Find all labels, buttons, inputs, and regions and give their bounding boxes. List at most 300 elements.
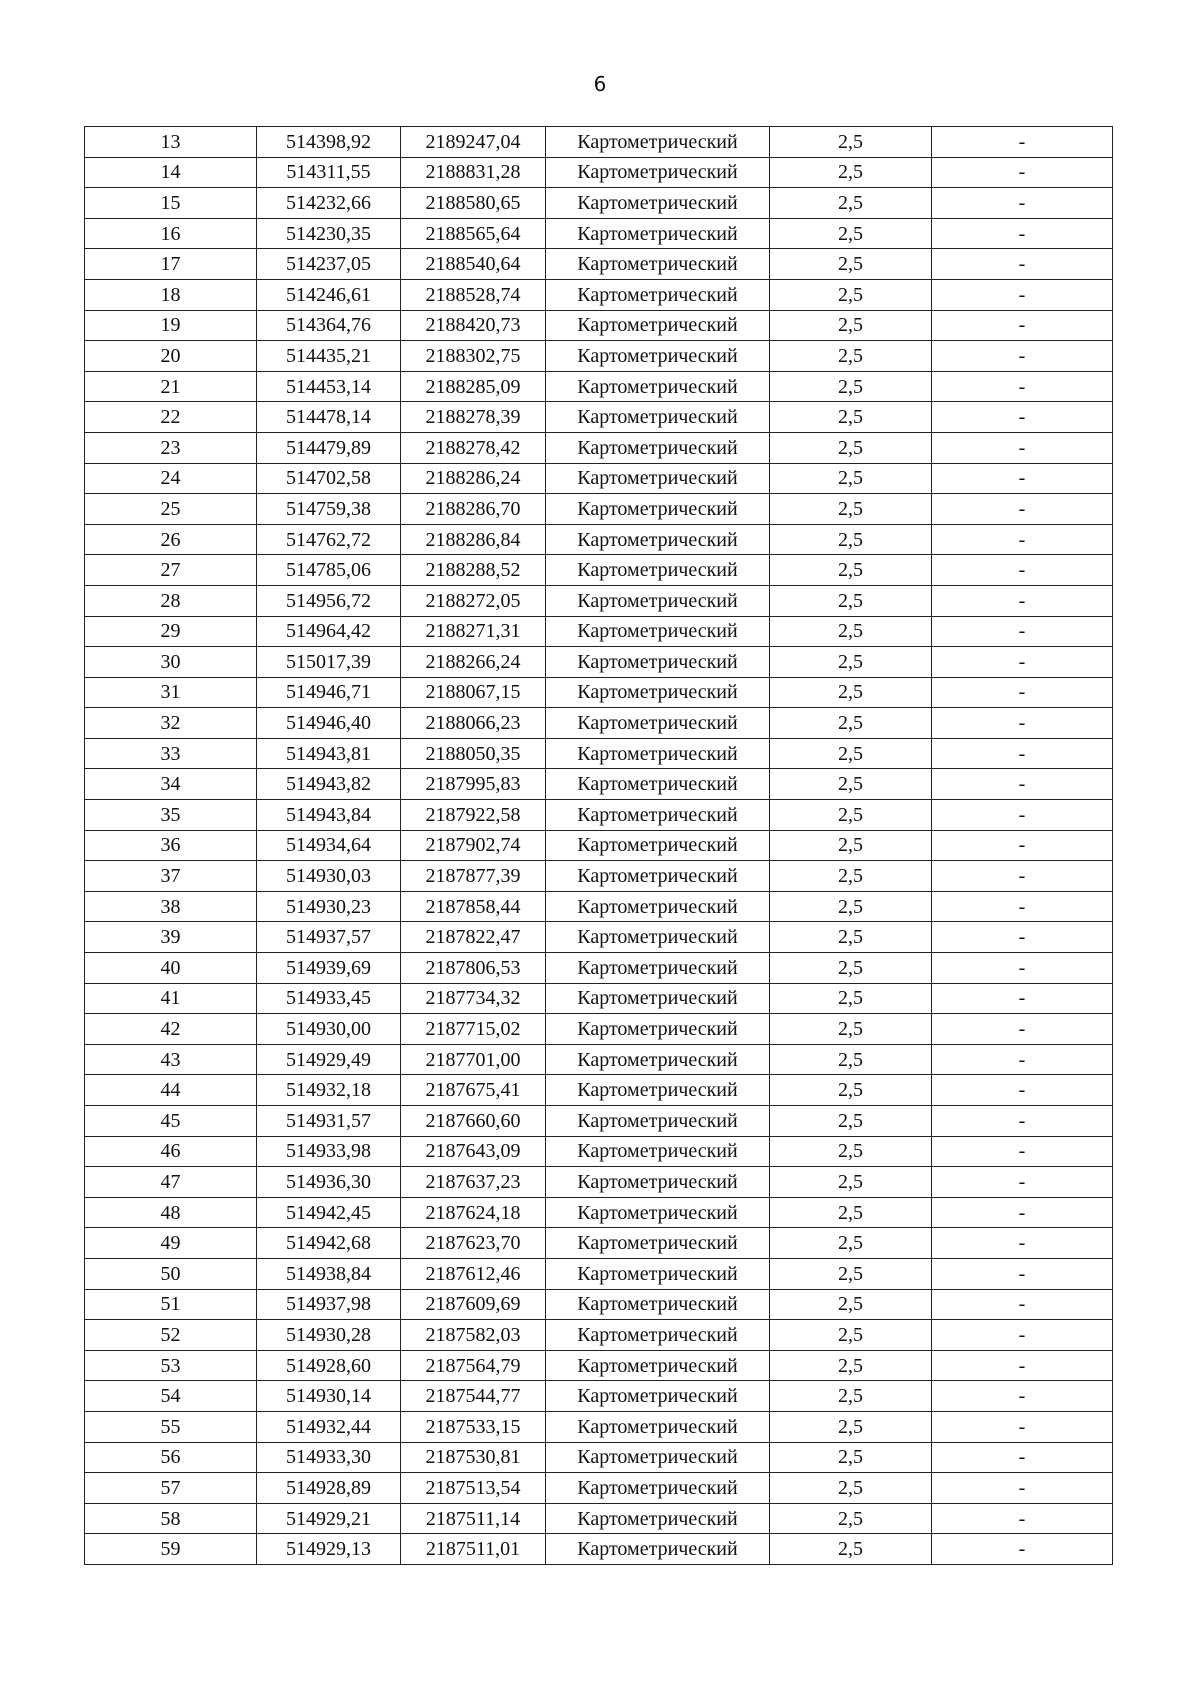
point-number-cell: 40 (85, 953, 257, 984)
precision-cell: 2,5 (770, 830, 932, 861)
point-number-cell: 35 (85, 800, 257, 831)
coordinate-x-cell: 514759,38 (257, 494, 401, 525)
coordinate-x-cell: 514943,82 (257, 769, 401, 800)
coordinate-y-cell: 2187530,81 (401, 1442, 546, 1473)
coordinate-x-cell: 514311,55 (257, 157, 401, 188)
coordinate-y-cell: 2188288,52 (401, 555, 546, 586)
coordinate-x-cell: 514364,76 (257, 310, 401, 341)
method-cell: Картометрический (546, 1136, 770, 1167)
table-row (85, 1289, 1113, 1320)
coordinate-x-cell: 514943,84 (257, 800, 401, 831)
coordinate-x-cell: 514946,40 (257, 708, 401, 739)
description-cell: - (932, 1534, 1113, 1565)
coordinate-x-cell: 514931,57 (257, 1106, 401, 1137)
coordinate-y-cell: 2187623,70 (401, 1228, 546, 1259)
precision-cell: 2,5 (770, 861, 932, 892)
coordinate-x-cell: 514930,14 (257, 1381, 401, 1412)
coordinate-y-cell: 2188286,70 (401, 494, 546, 525)
table-row (85, 524, 1113, 555)
coordinate-y-cell: 2187624,18 (401, 1197, 546, 1228)
table-row (85, 188, 1113, 219)
point-number-cell: 45 (85, 1106, 257, 1137)
method-cell: Картометрический (546, 341, 770, 372)
precision-cell: 2,5 (770, 1136, 932, 1167)
table-row (85, 1473, 1113, 1504)
point-number-cell: 37 (85, 861, 257, 892)
precision-cell: 2,5 (770, 1381, 932, 1412)
description-cell: - (932, 218, 1113, 249)
description-cell: - (932, 1014, 1113, 1045)
coordinate-x-cell: 514943,81 (257, 738, 401, 769)
table-row (85, 861, 1113, 892)
coordinates-table (84, 126, 1113, 1565)
coordinate-x-cell: 514928,60 (257, 1350, 401, 1381)
precision-cell: 2,5 (770, 1350, 932, 1381)
description-cell: - (932, 1320, 1113, 1351)
precision-cell: 2,5 (770, 371, 932, 402)
table-row (85, 1075, 1113, 1106)
description-cell: - (932, 463, 1113, 494)
point-number-cell: 42 (85, 1014, 257, 1045)
precision-cell: 2,5 (770, 249, 932, 280)
table-row (85, 1044, 1113, 1075)
coordinate-y-cell: 2187715,02 (401, 1014, 546, 1045)
table-row (85, 1320, 1113, 1351)
description-cell: - (932, 677, 1113, 708)
point-number-cell: 29 (85, 616, 257, 647)
table-row (85, 1381, 1113, 1412)
table-row (85, 341, 1113, 372)
description-cell: - (932, 1350, 1113, 1381)
coordinate-y-cell: 2189247,04 (401, 127, 546, 158)
coordinate-y-cell: 2188285,09 (401, 371, 546, 402)
method-cell: Картометрический (546, 1228, 770, 1259)
point-number-cell: 26 (85, 524, 257, 555)
method-cell: Картометрический (546, 953, 770, 984)
coordinate-x-cell: 514933,30 (257, 1442, 401, 1473)
method-cell: Картометрический (546, 1534, 770, 1565)
coordinate-y-cell: 2187582,03 (401, 1320, 546, 1351)
precision-cell: 2,5 (770, 1167, 932, 1198)
coordinate-y-cell: 2187544,77 (401, 1381, 546, 1412)
method-cell: Картометрический (546, 310, 770, 341)
coordinate-y-cell: 2187609,69 (401, 1289, 546, 1320)
description-cell: - (932, 279, 1113, 310)
description-cell: - (932, 1167, 1113, 1198)
precision-cell: 2,5 (770, 738, 932, 769)
table-row (85, 1411, 1113, 1442)
description-cell: - (932, 157, 1113, 188)
table-row (85, 1442, 1113, 1473)
coordinate-y-cell: 2188286,24 (401, 463, 546, 494)
coordinate-y-cell: 2187637,23 (401, 1167, 546, 1198)
coordinate-x-cell: 514230,35 (257, 218, 401, 249)
method-cell: Картометрический (546, 524, 770, 555)
description-cell: - (932, 647, 1113, 678)
coordinate-y-cell: 2188565,64 (401, 218, 546, 249)
coordinate-x-cell: 514934,64 (257, 830, 401, 861)
point-number-cell: 16 (85, 218, 257, 249)
precision-cell: 2,5 (770, 616, 932, 647)
point-number-cell: 13 (85, 127, 257, 158)
coordinate-y-cell: 2187660,60 (401, 1106, 546, 1137)
coordinate-x-cell: 514246,61 (257, 279, 401, 310)
coordinate-y-cell: 2188420,73 (401, 310, 546, 341)
method-cell: Картометрический (546, 463, 770, 494)
description-cell: - (932, 1075, 1113, 1106)
precision-cell: 2,5 (770, 402, 932, 433)
coordinate-x-cell: 514932,18 (257, 1075, 401, 1106)
description-cell: - (932, 738, 1113, 769)
precision-cell: 2,5 (770, 647, 932, 678)
coordinate-y-cell: 2187877,39 (401, 861, 546, 892)
precision-cell: 2,5 (770, 1503, 932, 1534)
table-row (85, 1136, 1113, 1167)
point-number-cell: 43 (85, 1044, 257, 1075)
description-cell: - (932, 1473, 1113, 1504)
precision-cell: 2,5 (770, 157, 932, 188)
precision-cell: 2,5 (770, 1228, 932, 1259)
coordinate-x-cell: 514930,28 (257, 1320, 401, 1351)
table-row (85, 157, 1113, 188)
coordinate-y-cell: 2188050,35 (401, 738, 546, 769)
method-cell: Картометрический (546, 249, 770, 280)
point-number-cell: 47 (85, 1167, 257, 1198)
description-cell: - (932, 494, 1113, 525)
precision-cell: 2,5 (770, 1442, 932, 1473)
point-number-cell: 18 (85, 279, 257, 310)
coordinate-x-cell: 514936,30 (257, 1167, 401, 1198)
precision-cell: 2,5 (770, 1106, 932, 1137)
table-row (85, 953, 1113, 984)
coordinate-x-cell: 514937,57 (257, 922, 401, 953)
table-row (85, 494, 1113, 525)
coordinate-x-cell: 514946,71 (257, 677, 401, 708)
description-cell: - (932, 891, 1113, 922)
point-number-cell: 39 (85, 922, 257, 953)
description-cell: - (932, 402, 1113, 433)
point-number-cell: 49 (85, 1228, 257, 1259)
coordinate-x-cell: 514930,23 (257, 891, 401, 922)
method-cell: Картометрический (546, 891, 770, 922)
table-row (85, 432, 1113, 463)
table-row (85, 1228, 1113, 1259)
point-number-cell: 59 (85, 1534, 257, 1565)
description-cell: - (932, 1197, 1113, 1228)
page-number: 6 (593, 72, 607, 96)
precision-cell: 2,5 (770, 769, 932, 800)
description-cell: - (932, 341, 1113, 372)
method-cell: Картометрический (546, 1014, 770, 1045)
coordinate-y-cell: 2188286,84 (401, 524, 546, 555)
coordinate-x-cell: 514435,21 (257, 341, 401, 372)
point-number-cell: 44 (85, 1075, 257, 1106)
point-number-cell: 41 (85, 983, 257, 1014)
method-cell: Картометрический (546, 188, 770, 219)
point-number-cell: 38 (85, 891, 257, 922)
precision-cell: 2,5 (770, 127, 932, 158)
point-number-cell: 53 (85, 1350, 257, 1381)
method-cell: Картометрический (546, 555, 770, 586)
table-row (85, 127, 1113, 158)
description-cell: - (932, 371, 1113, 402)
point-number-cell: 15 (85, 188, 257, 219)
precision-cell: 2,5 (770, 1411, 932, 1442)
description-cell: - (932, 1106, 1113, 1137)
coordinate-y-cell: 2188278,42 (401, 432, 546, 463)
method-cell: Картометрический (546, 432, 770, 463)
coordinate-x-cell: 514237,05 (257, 249, 401, 280)
method-cell: Картометрический (546, 1075, 770, 1106)
coordinate-y-cell: 2187511,14 (401, 1503, 546, 1534)
point-number-cell: 30 (85, 647, 257, 678)
description-cell: - (932, 830, 1113, 861)
description-cell: - (932, 769, 1113, 800)
coordinate-x-cell: 514937,98 (257, 1289, 401, 1320)
precision-cell: 2,5 (770, 310, 932, 341)
coordinate-y-cell: 2187858,44 (401, 891, 546, 922)
description-cell: - (932, 983, 1113, 1014)
method-cell: Картометрический (546, 861, 770, 892)
precision-cell: 2,5 (770, 708, 932, 739)
coordinate-x-cell: 514930,00 (257, 1014, 401, 1045)
coordinate-y-cell: 2187995,83 (401, 769, 546, 800)
coordinate-x-cell: 514479,89 (257, 432, 401, 463)
coordinate-x-cell: 514929,13 (257, 1534, 401, 1565)
coordinate-y-cell: 2188831,28 (401, 157, 546, 188)
coordinate-y-cell: 2188266,24 (401, 647, 546, 678)
description-cell: - (932, 861, 1113, 892)
description-cell: - (932, 555, 1113, 586)
table-row (85, 647, 1113, 678)
description-cell: - (932, 1411, 1113, 1442)
description-cell: - (932, 188, 1113, 219)
method-cell: Картометрический (546, 830, 770, 861)
coordinate-x-cell: 514785,06 (257, 555, 401, 586)
point-number-cell: 58 (85, 1503, 257, 1534)
coordinate-x-cell: 514938,84 (257, 1258, 401, 1289)
description-cell: - (932, 708, 1113, 739)
table-row (85, 738, 1113, 769)
precision-cell: 2,5 (770, 218, 932, 249)
coordinate-x-cell: 515017,39 (257, 647, 401, 678)
coordinate-x-cell: 514930,03 (257, 861, 401, 892)
coordinate-y-cell: 2187675,41 (401, 1075, 546, 1106)
method-cell: Картометрический (546, 1381, 770, 1412)
table-row (85, 1106, 1113, 1137)
table-row (85, 983, 1113, 1014)
method-cell: Картометрический (546, 1197, 770, 1228)
description-cell: - (932, 1258, 1113, 1289)
coordinate-y-cell: 2188540,64 (401, 249, 546, 280)
description-cell: - (932, 310, 1113, 341)
method-cell: Картометрический (546, 738, 770, 769)
precision-cell: 2,5 (770, 1197, 932, 1228)
description-cell: - (932, 922, 1113, 953)
table-row (85, 402, 1113, 433)
description-cell: - (932, 1136, 1113, 1167)
coordinate-x-cell: 514932,44 (257, 1411, 401, 1442)
coordinate-y-cell: 2188067,15 (401, 677, 546, 708)
point-number-cell: 57 (85, 1473, 257, 1504)
point-number-cell: 56 (85, 1442, 257, 1473)
description-cell: - (932, 249, 1113, 280)
table-row (85, 1258, 1113, 1289)
coordinate-x-cell: 514232,66 (257, 188, 401, 219)
table-row (85, 585, 1113, 616)
precision-cell: 2,5 (770, 1258, 932, 1289)
method-cell: Картометрический (546, 1350, 770, 1381)
coordinate-y-cell: 2188528,74 (401, 279, 546, 310)
table-row (85, 1503, 1113, 1534)
coordinate-x-cell: 514964,42 (257, 616, 401, 647)
table-row (85, 555, 1113, 586)
precision-cell: 2,5 (770, 891, 932, 922)
method-cell: Картометрический (546, 677, 770, 708)
table-row (85, 891, 1113, 922)
table-row (85, 830, 1113, 861)
coordinate-y-cell: 2188580,65 (401, 188, 546, 219)
point-number-cell: 27 (85, 555, 257, 586)
table-row (85, 1014, 1113, 1045)
coordinate-y-cell: 2188272,05 (401, 585, 546, 616)
point-number-cell: 52 (85, 1320, 257, 1351)
point-number-cell: 25 (85, 494, 257, 525)
precision-cell: 2,5 (770, 922, 932, 953)
point-number-cell: 51 (85, 1289, 257, 1320)
method-cell: Картометрический (546, 1258, 770, 1289)
table-row (85, 708, 1113, 739)
description-cell: - (932, 953, 1113, 984)
point-number-cell: 50 (85, 1258, 257, 1289)
precision-cell: 2,5 (770, 1014, 932, 1045)
table-row (85, 463, 1113, 494)
point-number-cell: 55 (85, 1411, 257, 1442)
coordinate-y-cell: 2188302,75 (401, 341, 546, 372)
coordinate-x-cell: 514942,68 (257, 1228, 401, 1259)
coordinate-x-cell: 514453,14 (257, 371, 401, 402)
method-cell: Картометрический (546, 371, 770, 402)
point-number-cell: 33 (85, 738, 257, 769)
method-cell: Картометрический (546, 983, 770, 1014)
coordinate-y-cell: 2187564,79 (401, 1350, 546, 1381)
table-row (85, 616, 1113, 647)
table-row (85, 800, 1113, 831)
table-row (85, 249, 1113, 280)
coordinate-x-cell: 514929,21 (257, 1503, 401, 1534)
point-number-cell: 19 (85, 310, 257, 341)
coordinate-x-cell: 514928,89 (257, 1473, 401, 1504)
method-cell: Картометрический (546, 800, 770, 831)
precision-cell: 2,5 (770, 188, 932, 219)
method-cell: Картометрический (546, 279, 770, 310)
description-cell: - (932, 1228, 1113, 1259)
point-number-cell: 14 (85, 157, 257, 188)
precision-cell: 2,5 (770, 585, 932, 616)
method-cell: Картометрический (546, 1044, 770, 1075)
description-cell: - (932, 800, 1113, 831)
coordinate-y-cell: 2187511,01 (401, 1534, 546, 1565)
method-cell: Картометрический (546, 1320, 770, 1351)
coordinate-y-cell: 2187533,15 (401, 1411, 546, 1442)
point-number-cell: 46 (85, 1136, 257, 1167)
point-number-cell: 48 (85, 1197, 257, 1228)
coordinate-x-cell: 514942,45 (257, 1197, 401, 1228)
description-cell: - (932, 524, 1113, 555)
method-cell: Картометрический (546, 494, 770, 525)
coordinate-x-cell: 514956,72 (257, 585, 401, 616)
point-number-cell: 23 (85, 432, 257, 463)
coordinate-y-cell: 2188278,39 (401, 402, 546, 433)
method-cell: Картометрический (546, 585, 770, 616)
coordinate-x-cell: 514702,58 (257, 463, 401, 494)
method-cell: Картометрический (546, 402, 770, 433)
table-row (85, 1534, 1113, 1565)
coordinate-y-cell: 2187822,47 (401, 922, 546, 953)
point-number-cell: 20 (85, 341, 257, 372)
point-number-cell: 36 (85, 830, 257, 861)
precision-cell: 2,5 (770, 1289, 932, 1320)
description-cell: - (932, 1442, 1113, 1473)
point-number-cell: 24 (85, 463, 257, 494)
coordinate-y-cell: 2188271,31 (401, 616, 546, 647)
method-cell: Картометрический (546, 647, 770, 678)
description-cell: - (932, 1381, 1113, 1412)
description-cell: - (932, 1503, 1113, 1534)
table-row (85, 1350, 1113, 1381)
table-row (85, 922, 1113, 953)
precision-cell: 2,5 (770, 463, 932, 494)
point-number-cell: 32 (85, 708, 257, 739)
point-number-cell: 34 (85, 769, 257, 800)
coordinate-x-cell: 514933,45 (257, 983, 401, 1014)
description-cell: - (932, 127, 1113, 158)
coordinate-y-cell: 2187513,54 (401, 1473, 546, 1504)
table-row (85, 677, 1113, 708)
method-cell: Картометрический (546, 127, 770, 158)
precision-cell: 2,5 (770, 524, 932, 555)
coordinate-x-cell: 514762,72 (257, 524, 401, 555)
coordinate-x-cell: 514939,69 (257, 953, 401, 984)
description-cell: - (932, 616, 1113, 647)
coordinate-x-cell: 514478,14 (257, 402, 401, 433)
method-cell: Картометрический (546, 1106, 770, 1137)
coordinate-x-cell: 514933,98 (257, 1136, 401, 1167)
coordinate-y-cell: 2187643,09 (401, 1136, 546, 1167)
precision-cell: 2,5 (770, 1075, 932, 1106)
precision-cell: 2,5 (770, 1320, 932, 1351)
coordinate-x-cell: 514398,92 (257, 127, 401, 158)
description-cell: - (932, 432, 1113, 463)
point-number-cell: 21 (85, 371, 257, 402)
coordinate-y-cell: 2187922,58 (401, 800, 546, 831)
table-row (85, 769, 1113, 800)
point-number-cell: 22 (85, 402, 257, 433)
point-number-cell: 28 (85, 585, 257, 616)
precision-cell: 2,5 (770, 677, 932, 708)
table-row (85, 1167, 1113, 1198)
precision-cell: 2,5 (770, 1534, 932, 1565)
description-cell: - (932, 1044, 1113, 1075)
precision-cell: 2,5 (770, 341, 932, 372)
method-cell: Картометрический (546, 708, 770, 739)
table-row (85, 310, 1113, 341)
precision-cell: 2,5 (770, 555, 932, 586)
method-cell: Картометрический (546, 922, 770, 953)
coordinate-y-cell: 2187701,00 (401, 1044, 546, 1075)
table-row (85, 371, 1113, 402)
coordinate-y-cell: 2187612,46 (401, 1258, 546, 1289)
